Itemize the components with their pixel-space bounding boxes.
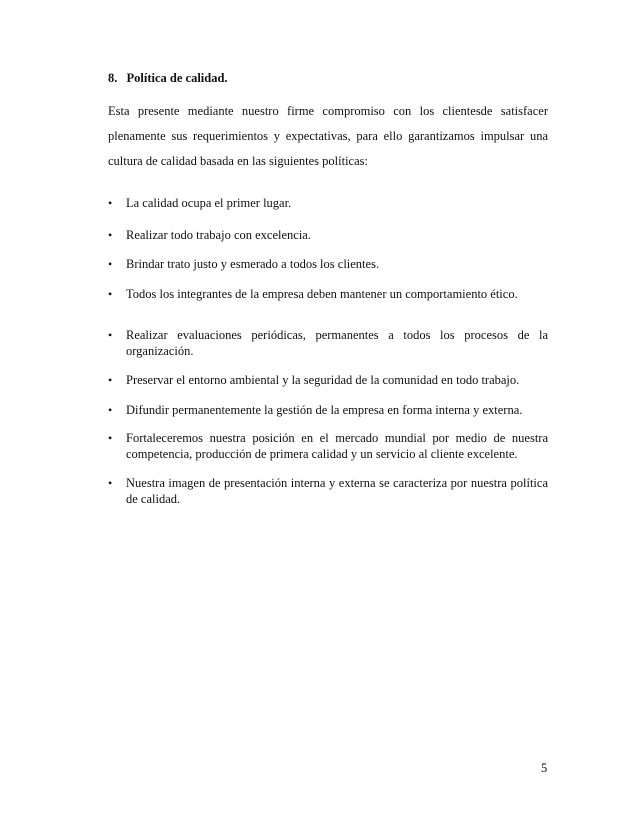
policy-item	[108, 227, 548, 243]
bullet-icon: •	[108, 196, 113, 210]
bullet-icon: •	[108, 403, 113, 417]
policy-text: Brindar trato justo y esmerado a todos los clientes.	[126, 257, 380, 271]
policy-item	[108, 372, 548, 388]
bullet-icon: •	[108, 431, 113, 445]
policy-text: Difundir permanentemente la gestión de la empresa en forma interna y externa.	[126, 403, 523, 417]
policy-item	[108, 475, 548, 507]
bullet-icon: •	[108, 257, 113, 271]
intro-paragraph	[108, 99, 548, 174]
policy-text: Fortaleceremos nuestra posición en el mercado mundial por medio de nuestra competencia, producción de primera calidad y un servicio al cliente excelente.	[126, 431, 548, 461]
bullet-icon: •	[108, 228, 113, 242]
section-number: 8.	[108, 71, 118, 85]
intro-line: cultura de calidad basada en las siguientes políticas:	[108, 154, 368, 168]
policy-text: Todos los integrantes de la empresa deben mantener un comportamiento ético.	[126, 287, 518, 301]
policy-item	[108, 327, 548, 359]
policy-item	[108, 195, 548, 211]
policy-text: Realizar evaluaciones periódicas, permanentes a todos los procesos de la organización.	[126, 328, 548, 358]
policy-item	[108, 430, 548, 462]
bullet-icon: •	[108, 287, 113, 301]
policy-item	[108, 402, 548, 418]
intro-line: Esta presente mediante nuestro firme compromiso con los clientesde satisfacer	[108, 104, 548, 118]
bullet-icon: •	[108, 476, 113, 490]
section-title: Política de calidad.	[126, 71, 228, 85]
intro-line: plenamente sus requerimientos y expectativas, para ello garantizamos impulsar una	[108, 129, 548, 143]
section-heading	[108, 71, 228, 86]
policy-text: Nuestra imagen de presentación interna y externa se caracteriza por nuestra política de calidad.	[126, 476, 548, 506]
page-number: 5	[541, 761, 548, 775]
policy-item	[108, 286, 548, 302]
policy-text: La calidad ocupa el primer lugar.	[126, 196, 292, 210]
bullet-icon: •	[108, 328, 113, 342]
bullet-icon: •	[108, 373, 113, 387]
policy-text: Realizar todo trabajo con excelencia.	[126, 228, 311, 242]
policy-item	[108, 256, 548, 272]
policy-text: Preservar el entorno ambiental y la seguridad de la comunidad en todo trabajo.	[126, 373, 520, 387]
